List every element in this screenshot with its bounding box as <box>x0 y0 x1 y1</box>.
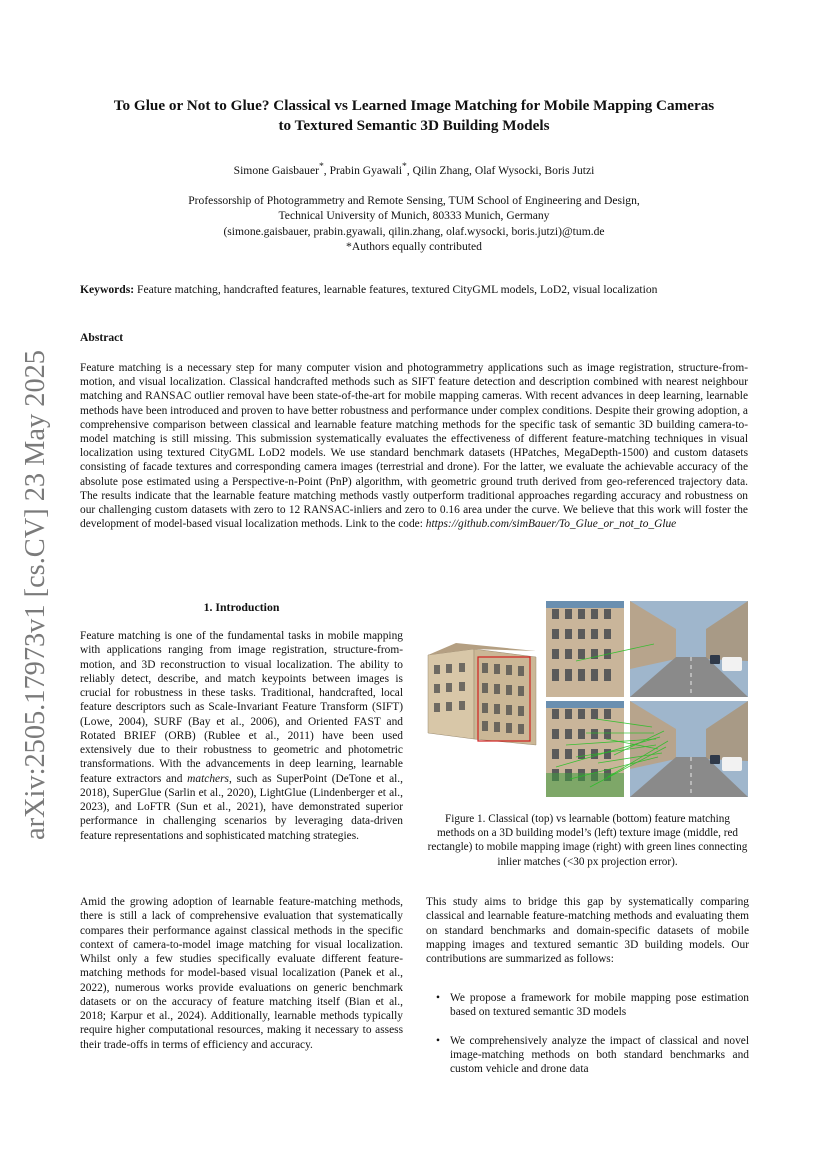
contributions-list <box>426 991 749 1090</box>
arxiv-sidebar-stamp <box>14 340 54 840</box>
intro-p1-text-a: Feature matching is one of the fundamental tasks in mobile mapping with applications ranging from image registration, structure-from-motion, and 3D reconstruction to visual localization. The ability to reliably detect, describe, and match keypoints between images is crucial for robustness in these tasks. Traditional, handcrafted, local feature descriptors such as Scale-Invariant Feature Transform (SIFT) (Lowe, 2004), SURF (Bay et al., 2006), and Oriented FAST and Rotated BRIEF (ORB) (Rublee et al., 2011) have been used extensively due to their robustness to geometric and photometric transformations. With the advancements in deep learning, learnable feature extractors and <box>80 630 403 785</box>
other-authors: , Qilin Zhang, Olaf Wysocki, Boris Jutzi <box>406 163 595 177</box>
figure-1-illustration <box>426 599 749 799</box>
contribution-item: • We comprehensively analyze the impact of classical and novel image-matching methods on both standard benchmarks and custom vehicle and drone data <box>426 1034 749 1077</box>
author-2: Prabin Gyawali <box>329 163 403 177</box>
paper-title <box>60 96 768 136</box>
author-1: Simone Gaisbauer <box>233 163 319 177</box>
equal-contribution-note: *Authors equally contributed <box>346 239 482 253</box>
intro-p1-emphasis: matchers <box>187 772 229 785</box>
figure-1-caption: Figure 1. Classical (top) vs learnable (bottom) feature matching methods on a 3D building model’s (left) texture image (middle, red rectangle) to mobile mapping image (right) with green lines connecting inlier matches (<30 px projection error). <box>427 813 748 868</box>
arxiv-identifier: arXiv:2505.17973v1 [cs.CV] 23 May 2025 <box>20 356 51 840</box>
mobile-mapping-image-bottom <box>630 701 748 797</box>
affiliation-line-2: Technical University of Munich, 80333 Munich, Germany <box>278 209 550 223</box>
equal-contrib-mark: * <box>318 161 324 172</box>
mobile-mapping-image-top <box>630 601 748 697</box>
intro-p1-text-b: , such as SuperPoint (DeTone et al., 2018), SuperGlue (Sarlin et al., 2020), LightGlue (Lindenberger et al., 2023), and LoFTR (Sun et al., 2021), have demonstrated superior performance in challenging scenarios by leveraging data-driven feature representations and sophisticated matching strategies. <box>80 772 403 842</box>
section-heading-introduction: 1. Introduction <box>203 600 280 614</box>
intro-paragraph-3: This study aims to bridge this gap by systematically comparing classical and learnable feature-matching methods and evaluating them on standard benchmarks and domain-specific datasets of mobile mapping images and textured semantic 3D building models. Our contributions are summarized as follows: <box>426 896 749 965</box>
figure-1 <box>426 599 749 799</box>
keywords-label: Keywords: <box>80 283 135 296</box>
building-model-image <box>428 643 536 745</box>
author-emails: (simone.gaisbauer, prabin.gyawali, qilin.zhang, olaf.wysocki, boris.jutzi)@tum.de <box>223 224 605 238</box>
intro-paragraph-1 <box>80 629 403 843</box>
abstract-body <box>80 361 748 531</box>
affiliation-line-1: Professorship of Photogrammetry and Remote Sensing, TUM School of Engineering and Design, <box>188 194 640 207</box>
title-line-2: to Textured Semantic 3D Building Models <box>278 117 550 134</box>
affiliation <box>60 193 768 254</box>
title-line-1: To Glue or Not to Glue? Classical vs Learned Image Matching for Mobile Mapping Cameras <box>113 97 715 114</box>
code-link[interactable]: https://github.com/simBauer/To_Glue_or_not_to_Glue <box>425 518 677 531</box>
equal-contrib-mark: * <box>402 161 407 172</box>
abstract-heading: Abstract <box>80 331 124 344</box>
intro-paragraph-2: Amid the growing adoption of learnable feature-matching methods, there is still a lack of comprehensive evaluation that systematically compares their performance against classical methods in the specific context of camera-to-model image matching for visual localization. Whilst only a few studies specifically evaluate different feature-matching methods for model-based visual localization (Panek et al., 2022), numerous works provide evaluations on generic benchmark datasets or on the accuracy of feature matching itself (Bian et al., 2018; Karpur et al., 2024). Additionally, learnable methods typically require higher computational resources, making it necessary to assess their trade-offs in terms of efficiency and accuracy. <box>80 896 403 1051</box>
abstract-text: Feature matching is a necessary step for many computer vision and photogrammetry applications such as image registration, structure-from-motion, and visual localization. Classical handcrafted methods such as SIFT feature detection and description combined with nearest neighbour matching and RANSAC outlier removal have been state-of-the-art for mobile mapping cameras. With recent advances in deep learning, learnable methods have been introduced and proven to have better robustness and performance under complex conditions. Despite their growing adoption, a comprehensive comparison between classical and learnable feature matching methods for the specific task of semantic 3D building camera-to-model matching is still missing. This submission systematically evaluates the effectiveness of different feature-matching techniques in visual localization using textured CityGML LoD2 models. We use standard benchmark datasets (HPatches, MegaDepth-1500) and custom datasets consisting of facade textures and corresponding camera images (terrestrial and drone). For the latter, we evaluate the achievable accuracy of the absolute pose estimated using a Perspective-n-Point (PnP) algorithm, with geometric ground truth derived from geo-referenced trajectory data. The results indicate that the learnable feature matching methods vastly outperform traditional approaches regarding accuracy and robustness on our challenging custom datasets with zero to 12 RANSAC-inliers and zero to 0.16 area under the curve. We believe that this work will foster the development of model-based visual localization methods. Link to the code: <box>80 362 748 531</box>
texture-image-top <box>546 601 624 697</box>
texture-image-bottom <box>546 701 624 797</box>
contribution-item: • We propose a framework for mobile mapping pose estimation based on textured semantic 3D models <box>426 991 749 1020</box>
keywords <box>80 283 760 296</box>
author-list: Simone Gaisbauer*, Prabin Gyawali*, Qilin Zhang, Olaf Wysocki, Boris Jutzi <box>233 161 595 177</box>
keywords-text: Feature matching, handcrafted features, learnable features, textured CityGML models, LoD2, visual localization <box>134 283 658 296</box>
